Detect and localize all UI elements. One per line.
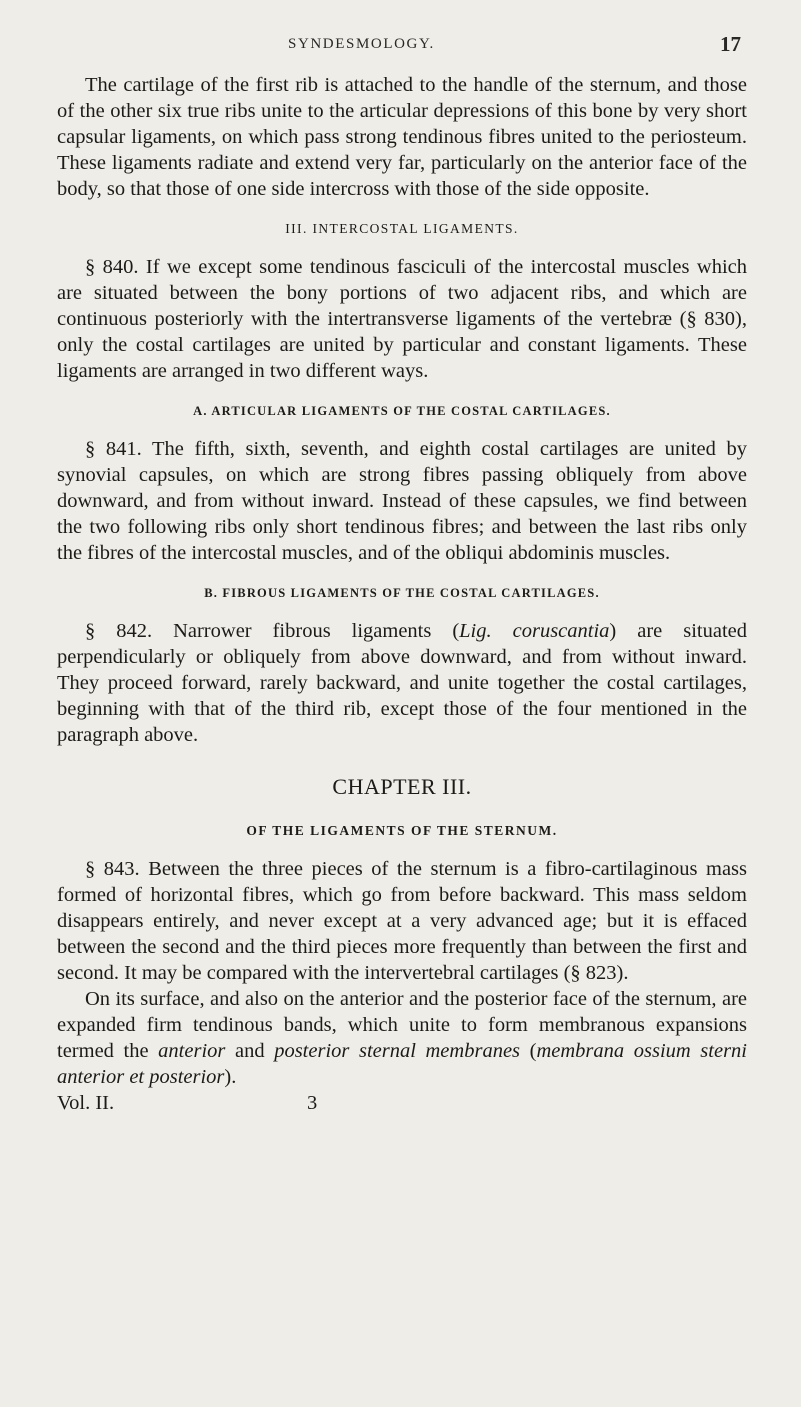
page-footer <box>57 1090 747 1116</box>
volume-label: Vol. II. <box>57 1092 115 1114</box>
section-heading-fibrous: B. FIBROUS LIGAMENTS OF THE COSTAL CARTILAGES. <box>204 586 600 600</box>
term-posterior: posterior sternal membranes <box>274 1040 521 1062</box>
running-header <box>0 34 801 62</box>
section-heading-intercostal: III. INTERCOSTAL LIGAMENTS. <box>285 221 519 236</box>
paragraph-842 <box>57 618 747 748</box>
chapter-title: CHAPTER III. <box>332 774 472 799</box>
paragraph-842-end: ) are situated perpendicularly or obliquely from above downward, and from without inward. They proceed forward, rarely backward, and unite together the costal cartilages, beginning with that of the third rib, except those of the four mentioned in the paragraph above. <box>57 620 747 746</box>
term-and: and <box>225 1040 275 1062</box>
lig-abbrev: Lig. <box>459 620 492 642</box>
paragraph-841: § 841. The fifth, sixth, seventh, and eighth costal cartilages are united by synovial capsules, on which are strong fibres passing obliquely from above downward, and from without inward. Instead of these capsules, we find between the two following ribs only short tendinous fibres; and between the last ribs only the fibres of the intercostal muscles, and of the obliqui abdominis muscles. <box>57 438 747 564</box>
body-text <box>57 72 747 1116</box>
section-heading-articular: A. ARTICULAR LIGAMENTS OF THE COSTAL CARTILAGES. <box>193 404 611 418</box>
paragraph-843b-start: On its surface, and also on the anterior and the posterior face of the sternum, are expanded firm tendinous bands, which unite to form membranous expansions termed the <box>57 988 747 1062</box>
signature-mark: 3 <box>307 1092 318 1114</box>
paragraph-843-continued <box>57 986 747 1090</box>
paren-close: ). <box>224 1066 237 1088</box>
term-latin: membrana ossium sterni anterior et posterior <box>57 1040 748 1088</box>
lig-name: coruscantia <box>512 620 610 642</box>
term-anterior: anterior <box>158 1040 226 1062</box>
paragraph-843: § 843. Between the three pieces of the sternum is a fibro-cartilaginous mass formed of horizontal fibres, which go from before backward. This mass seldom disappears entirely, and never except at a very advanced age; but it is effaced between the second and the third pieces more frequently than between the first and second. It may be compared with the intervertebral cartilages (§ 823). <box>57 858 747 984</box>
paragraph-842-start: § 842. Narrower fibrous ligaments ( <box>85 620 460 642</box>
paragraph-840: § 840. If we except some tendinous fasciculi of the intercostal muscles which are situated between the bony portions of two adjacent ribs, and which are continuous posteriorly with the intertransverse ligaments of the vertebræ (§ 830), only the costal cartilages are united by particular and constant ligaments. These ligaments are arranged in two different ways. <box>57 256 747 382</box>
page-number: 17 <box>720 32 741 56</box>
running-title: SYNDESMOLOGY. <box>288 36 435 52</box>
chapter-subtitle: OF THE LIGAMENTS OF THE STERNUM. <box>246 823 558 838</box>
paren-open: ( <box>520 1040 537 1062</box>
intro-paragraph: The cartilage of the first rib is attached to the handle of the sternum, and those of the other six true ribs unite to the articular depressions of this bone by very short capsular ligaments, on which pass strong tendinous fibres united to the periosteum. These ligaments radiate and extend very far, particularly on the anterior face of the body, so that those of one side intercross with those of the side opposite. <box>57 74 747 200</box>
